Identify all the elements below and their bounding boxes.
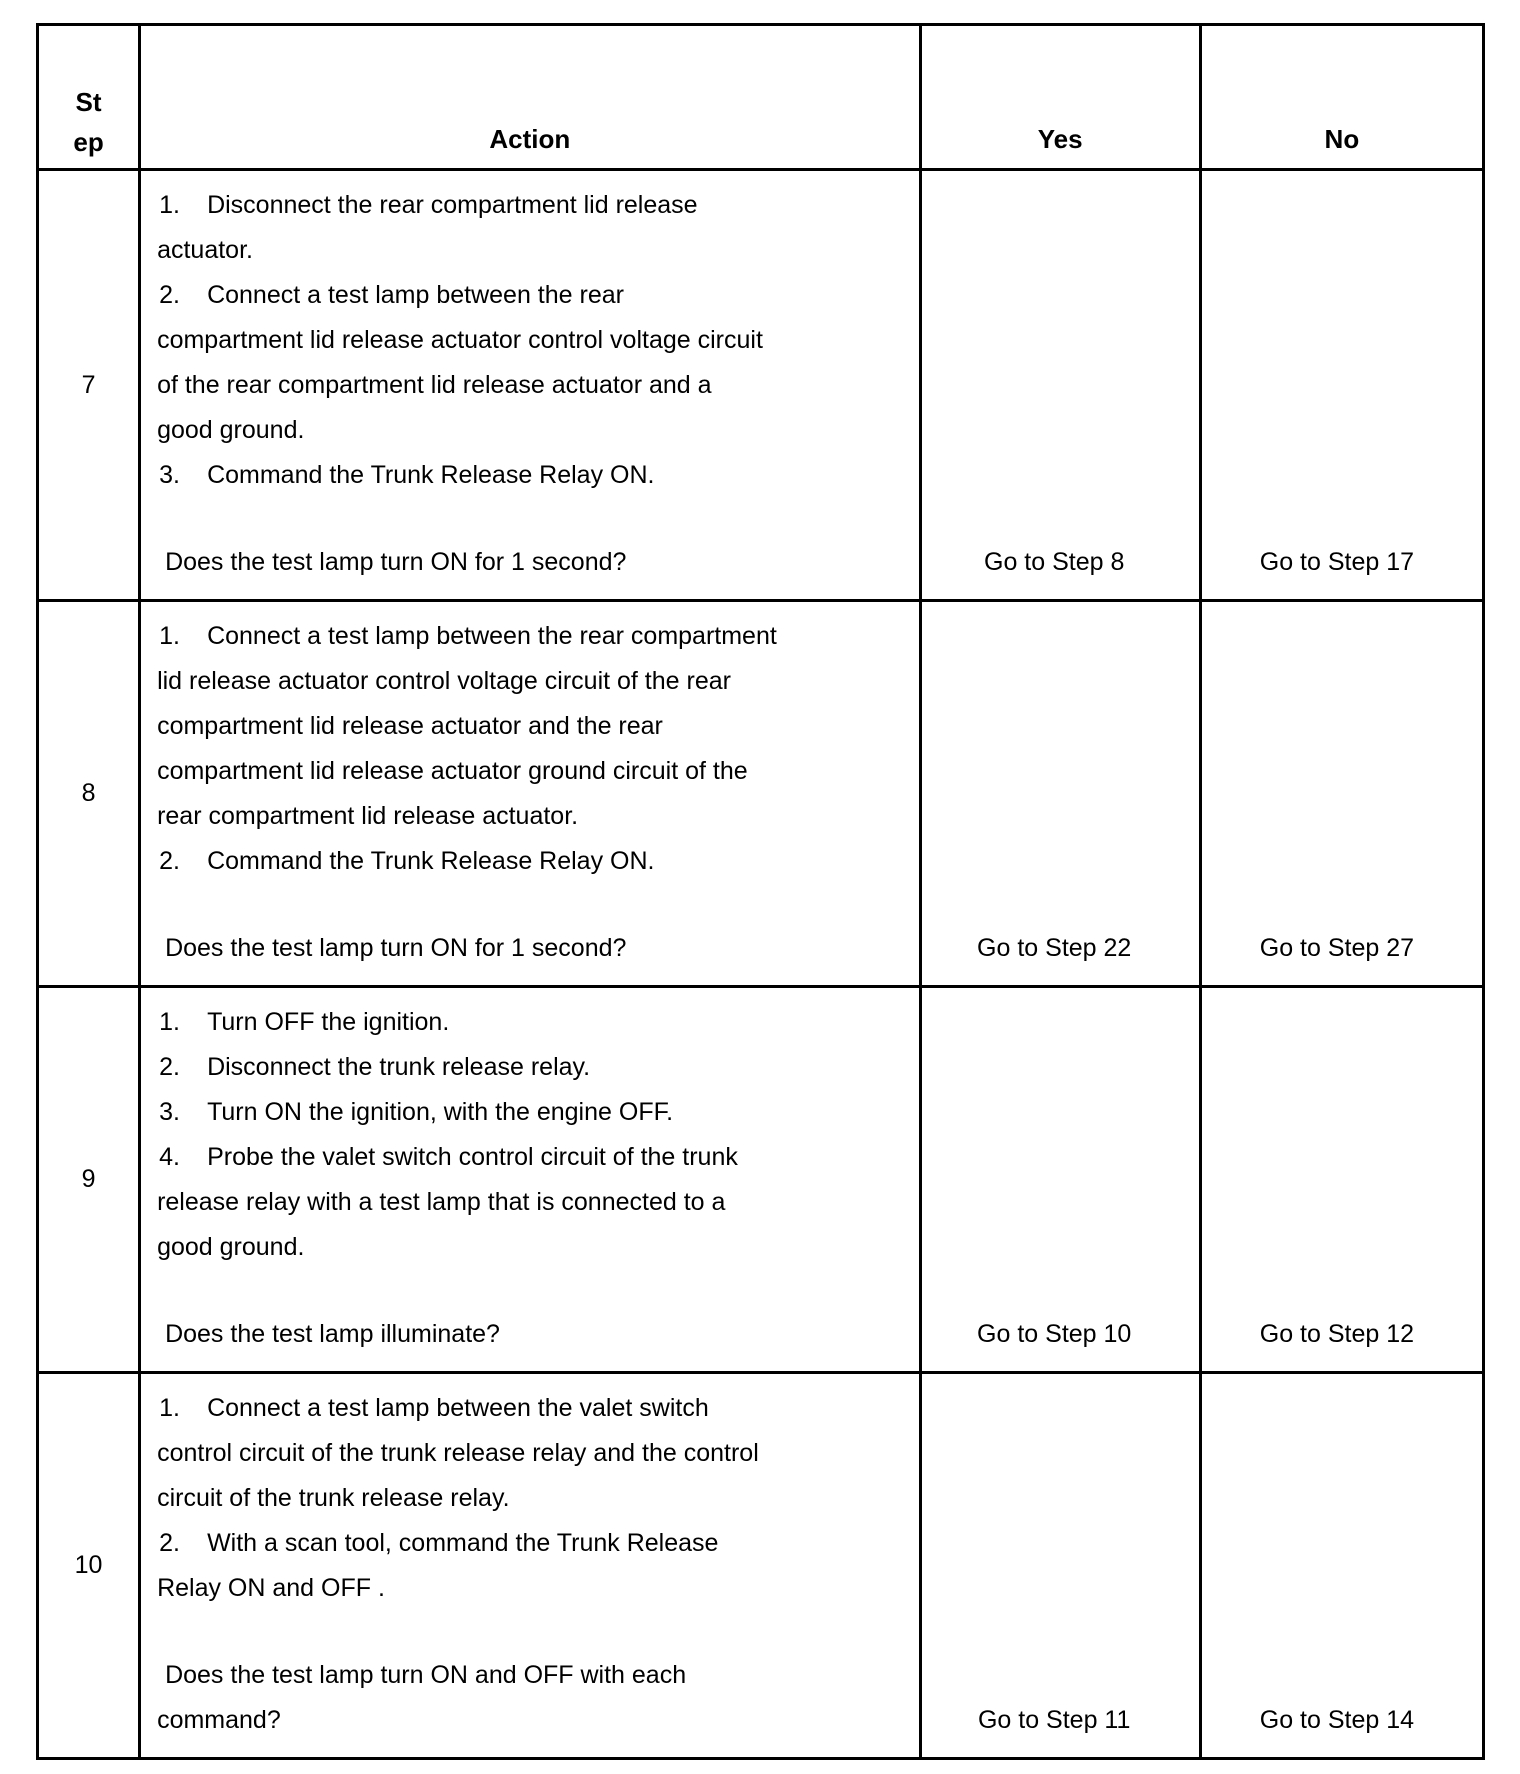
action-line-text: control circuit of the trunk release relay and the control — [157, 1439, 759, 1467]
action-line — [157, 408, 907, 453]
yes-result: Go to Step 11 — [920, 1373, 1200, 1759]
action-line — [157, 1386, 907, 1431]
action-line-text: lid release actuator control voltage circuit of the rear — [157, 667, 731, 695]
yes-result: Go to Step 10 — [920, 987, 1200, 1373]
action-line — [157, 273, 907, 318]
action-line — [157, 794, 907, 839]
action-line-text: Connect a test lamp between the rear compartment — [207, 622, 777, 650]
step-header — [38, 25, 140, 170]
action-line — [157, 228, 907, 273]
action-cell — [140, 987, 921, 1373]
no-result: Go to Step 14 — [1200, 1373, 1483, 1759]
action-line-text: compartment lid release actuator control voltage circuit — [157, 326, 763, 354]
action-line — [157, 1521, 907, 1566]
action-question: Does the test lamp turn ON for 1 second? — [165, 548, 627, 576]
action-line-number: 2. — [159, 1529, 180, 1557]
action-line-number: 1. — [159, 1394, 180, 1422]
action-line-number: 2. — [159, 847, 180, 875]
diagnostic-table — [36, 23, 1485, 1760]
action-line — [157, 1135, 907, 1180]
action-line-number: 1. — [159, 1008, 180, 1036]
step-number: 7 — [38, 170, 140, 601]
table-header-row — [38, 25, 1484, 170]
action-cell — [140, 601, 921, 987]
action-line-number: 2. — [159, 281, 180, 309]
step-number: 8 — [38, 601, 140, 987]
yes-header: Yes — [920, 25, 1200, 170]
action-line-text: Turn OFF the ignition. — [207, 1008, 450, 1036]
action-line-text: Turn ON the ignition, with the engine OFF. — [207, 1098, 674, 1126]
action-line-text: Relay ON and OFF . — [157, 1574, 385, 1602]
action-question: Does the test lamp illuminate? — [165, 1320, 500, 1348]
action-line-text: Command the Trunk Release Relay ON. — [207, 461, 655, 489]
action-line — [157, 749, 907, 794]
action-line-text: Command the Trunk Release Relay ON. — [207, 847, 655, 875]
no-result: Go to Step 17 — [1200, 170, 1483, 601]
action-line — [157, 839, 907, 884]
yes-result: Go to Step 8 — [920, 170, 1200, 601]
action-line — [157, 1000, 907, 1045]
action-line — [157, 318, 907, 363]
action-line-text: actuator. — [157, 236, 253, 264]
action-cell — [140, 170, 921, 601]
action-line-text: Probe the valet switch control circuit of the trunk — [207, 1143, 738, 1171]
action-question: command? — [157, 1706, 281, 1734]
action-line-text: of the rear compartment lid release actuator and a — [157, 371, 712, 399]
action-cell — [140, 1373, 921, 1759]
action-line-text: Disconnect the rear compartment lid release — [207, 191, 698, 219]
table-row — [38, 1373, 1484, 1759]
action-line-number: 1. — [159, 191, 180, 219]
action-line-number: 3. — [159, 1098, 180, 1126]
action-line — [157, 1476, 907, 1521]
action-line — [157, 1045, 907, 1090]
action-line-text: compartment lid release actuator and the rear — [157, 712, 663, 740]
action-line-text: good ground. — [157, 1233, 305, 1261]
step-number: 10 — [38, 1373, 140, 1759]
action-line-text: good ground. — [157, 416, 305, 444]
step-header-line-1: St — [75, 87, 102, 117]
action-line-text: circuit of the trunk release relay. — [157, 1484, 510, 1512]
action-line-text: release relay with a test lamp that is connected to a — [157, 1188, 726, 1216]
action-question: Does the test lamp turn ON for 1 second? — [165, 934, 627, 962]
table-row — [38, 601, 1484, 987]
action-line-number: 3. — [159, 461, 180, 489]
action-line — [157, 183, 907, 228]
action-line-text: With a scan tool, command the Trunk Release — [207, 1529, 719, 1557]
action-line — [157, 614, 907, 659]
action-line — [157, 704, 907, 749]
action-header: Action — [140, 25, 921, 170]
action-line — [157, 1566, 907, 1611]
action-line-number: 1. — [159, 622, 180, 650]
action-line-text: Connect a test lamp between the rear — [207, 281, 624, 309]
action-line-number: 2. — [159, 1053, 180, 1081]
action-line — [157, 363, 907, 408]
action-line-text: Disconnect the trunk release relay. — [207, 1053, 591, 1081]
step-header-line-2: ep — [73, 127, 104, 157]
no-result: Go to Step 12 — [1200, 987, 1483, 1373]
action-line-number: 4. — [159, 1143, 180, 1171]
action-line — [157, 1431, 907, 1476]
action-line-text: compartment lid release actuator ground circuit of the — [157, 757, 748, 785]
step-number: 9 — [38, 987, 140, 1373]
action-line-text: Connect a test lamp between the valet switch — [207, 1394, 709, 1422]
yes-result: Go to Step 22 — [920, 601, 1200, 987]
no-header: No — [1200, 25, 1483, 170]
no-result: Go to Step 27 — [1200, 601, 1483, 987]
action-line — [157, 1225, 907, 1270]
action-line — [157, 453, 907, 498]
action-line-text: rear compartment lid release actuator. — [157, 802, 579, 830]
action-line — [157, 1180, 907, 1225]
action-question: Does the test lamp turn ON and OFF with each — [165, 1661, 687, 1689]
action-line — [157, 1090, 907, 1135]
table-row — [38, 170, 1484, 601]
table-row — [38, 987, 1484, 1373]
action-line — [157, 659, 907, 704]
